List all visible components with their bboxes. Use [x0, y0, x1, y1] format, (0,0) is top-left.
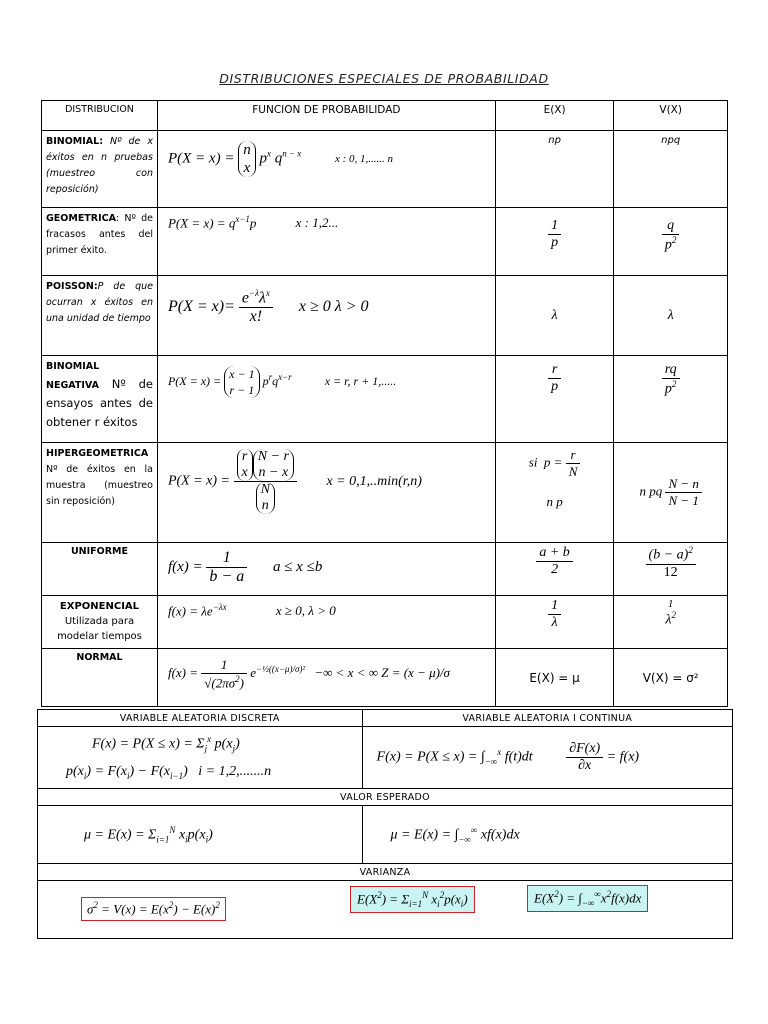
distributions-table — [41, 100, 728, 707]
row-exponencial — [42, 596, 728, 649]
continua-expected-value: $\mu = E(x) = \int_{-\infty}^\infty$ xf(x)dx — [362, 806, 732, 864]
varianza-row — [38, 881, 733, 939]
formula-normal: f(x) = $\frac{1}{√(2\pi\sigma^2)}$ $e^{-\frac{1}{2}((x-\mu)/\sigma)^2}$ −∞ < x < ∞ Z = (x − μ)/σ — [157, 649, 495, 707]
varianza-header-row — [38, 864, 733, 881]
formulas-table — [37, 709, 733, 939]
ex-geometrica: $\frac{1}{p}$ — [495, 208, 614, 276]
header-varianza: VARIANZA — [38, 864, 733, 881]
page-title: DISTRIBUCIONES ESPECIALES DE PROBABILIDAD — [219, 71, 549, 86]
row-poisson — [42, 276, 728, 356]
range-binomial: x : 0, 1,...... n — [335, 153, 394, 166]
formula-poisson: P(X = x)= $\frac{e^{-\lambda}\lambda^x}{x!}$ x ≥ 0 λ > 0 — [157, 276, 495, 356]
desc-poisson: POISSON:P de que ocurran x éxitos en una unidad de tiempo — [42, 276, 158, 356]
range-exponencial: x ≥ 0, λ > 0 — [275, 603, 336, 619]
formula-uniforme: f(x) = $\frac{1}{b - a}$ a ≤ x ≤b — [157, 543, 495, 596]
range-normal: −∞ < x < ∞ Z = (x − μ)/σ — [314, 665, 450, 681]
row-binomial — [42, 131, 728, 208]
header-funcion: FUNCION DE PROBABILIDAD — [157, 101, 495, 131]
vx-poisson: λ — [614, 276, 728, 356]
desc-binomial: BINOMIAL: Nº de x éxitos en n pruebas (muestreo con reposición) — [42, 131, 158, 208]
range-binomial-negativa: x = r, r + 1,..... — [324, 373, 397, 388]
vx-hipergeometrica: n pq $\frac{N - n}{N - 1}$ — [614, 443, 728, 543]
ex-binomial-negativa: $\frac{r}{p}$ — [495, 356, 614, 443]
desc-uniforme: UNIFORME — [42, 543, 158, 596]
row-geometrica — [42, 208, 728, 276]
row-hipergeometrica — [42, 443, 728, 543]
header-ex: E(X) — [495, 101, 614, 131]
variance-definition: $\sigma^2 = V(x) = E(x^2) - E(x)^2$ — [81, 897, 226, 920]
variance-second-moment-continuous: $E(X^2) = \int_{-\infty}^\infty x^2f(x)dx$ — [527, 885, 648, 912]
range-geometrica: x : 1,2... — [295, 215, 339, 231]
distribution-function-row — [38, 727, 733, 789]
vx-binomial: npq — [614, 131, 728, 208]
ex-hipergeometrica: si p = $\frac{r}{N}$ n p — [495, 443, 614, 543]
ex-exponencial: $\frac{1}{\lambda}$ — [495, 596, 614, 649]
row-normal — [42, 649, 728, 707]
formula-geometrica: $P(X = x) = q^{x-1}p$ x : 1,2... — [157, 208, 495, 276]
desc-exponencial: EXPONENCIAL Utilizada para modelar tiempos — [42, 596, 158, 649]
formula-binomial-negativa: P(X = x) = x − 1 r − 1 $p^rq^{x-r}$ x = r, r + 1,..... — [157, 356, 495, 443]
vx-binomial-negativa: $\frac{rq}{p^2}$ — [614, 356, 728, 443]
range-uniforme: a ≤ x ≤b — [272, 558, 323, 575]
discreta-cdf: $F(x) = P(X \le x) = \Sigma_j^x$ $p(x_j)$ $p(x_i) = F(x_i) - F(x_{i-1}) i = 1,2,.......n$ — [38, 727, 363, 789]
table-header-row — [42, 101, 728, 131]
vx-uniforme: $\frac{(b - a)^2}{12}$ — [614, 543, 728, 596]
continua-cdf: $F(x) = P(X \le x) = \int_{-\infty}^x$ f(t)dt $\frac{\partial F(x)}{\partial x}$ = f(x) — [362, 727, 732, 789]
discreta-expected-value: $\mu = E(x) = \Sigma_{i=1}^N$ $x_ip(x_i)$ — [38, 806, 363, 864]
header-distribucion: DISTRIBUCION — [42, 101, 158, 131]
desc-geometrica: GEOMETRICA: Nº de fracasos antes del primer éxito. — [42, 208, 158, 276]
header-continua: VARIABLE ALEATORIA I CONTINUA — [362, 710, 732, 727]
variance-second-moment-discrete: $E(X^2) = \Sigma_{i=1}^N$ $x_i^2p(x_i)$ — [350, 886, 475, 913]
ex-uniforme: $\frac{a + b}{2}$ — [495, 543, 614, 596]
range-poisson: x ≥ 0 λ > 0 — [298, 297, 369, 315]
varianza-formulas — [38, 881, 733, 939]
ex-binomial: np — [495, 131, 614, 208]
range-hipergeometrica: x = 0,1,..min(r,n) — [326, 473, 422, 489]
desc-normal: NORMAL — [42, 649, 158, 707]
row-binomial-negativa — [42, 356, 728, 443]
header-vx: V(X) — [614, 101, 728, 131]
header-discreta: VARIABLE ALEATORIA DISCRETA — [38, 710, 363, 727]
desc-binomial-negativa: BINOMIAL NEGATIVA Nº de ensayos antes de obtener r éxitos — [42, 356, 158, 443]
ex-poisson: λ — [495, 276, 614, 356]
bottom-header-row — [38, 710, 733, 727]
formula-exponencial: $f(x) = \lambda e^{-\lambda x}$ x ≥ 0, λ > 0 — [157, 596, 495, 649]
vx-exponencial: 1 $\lambda^2$ — [614, 596, 728, 649]
header-valor-esperado: VALOR ESPERADO — [38, 789, 733, 806]
formula-binomial: P(X = x) = n x $p^x$ $q^{n - x}$ x : 0, 1,...... n — [157, 131, 495, 208]
valor-esperado-header-row — [38, 789, 733, 806]
vx-geometrica: $\frac{q}{p^2}$ — [614, 208, 728, 276]
vx-normal: V(X) = σ² — [614, 649, 728, 707]
formula-hipergeometrica: P(X = x) = r xN − r n − x N n x = 0,1,..min(r,n) — [157, 443, 495, 543]
desc-hipergeometrica: HIPERGEOMETRICA Nº de éxitos en la muestra (muestreo sin reposición) — [42, 443, 158, 543]
row-uniforme — [42, 543, 728, 596]
ex-normal: E(X) = μ — [495, 649, 614, 707]
valor-esperado-row — [38, 806, 733, 864]
